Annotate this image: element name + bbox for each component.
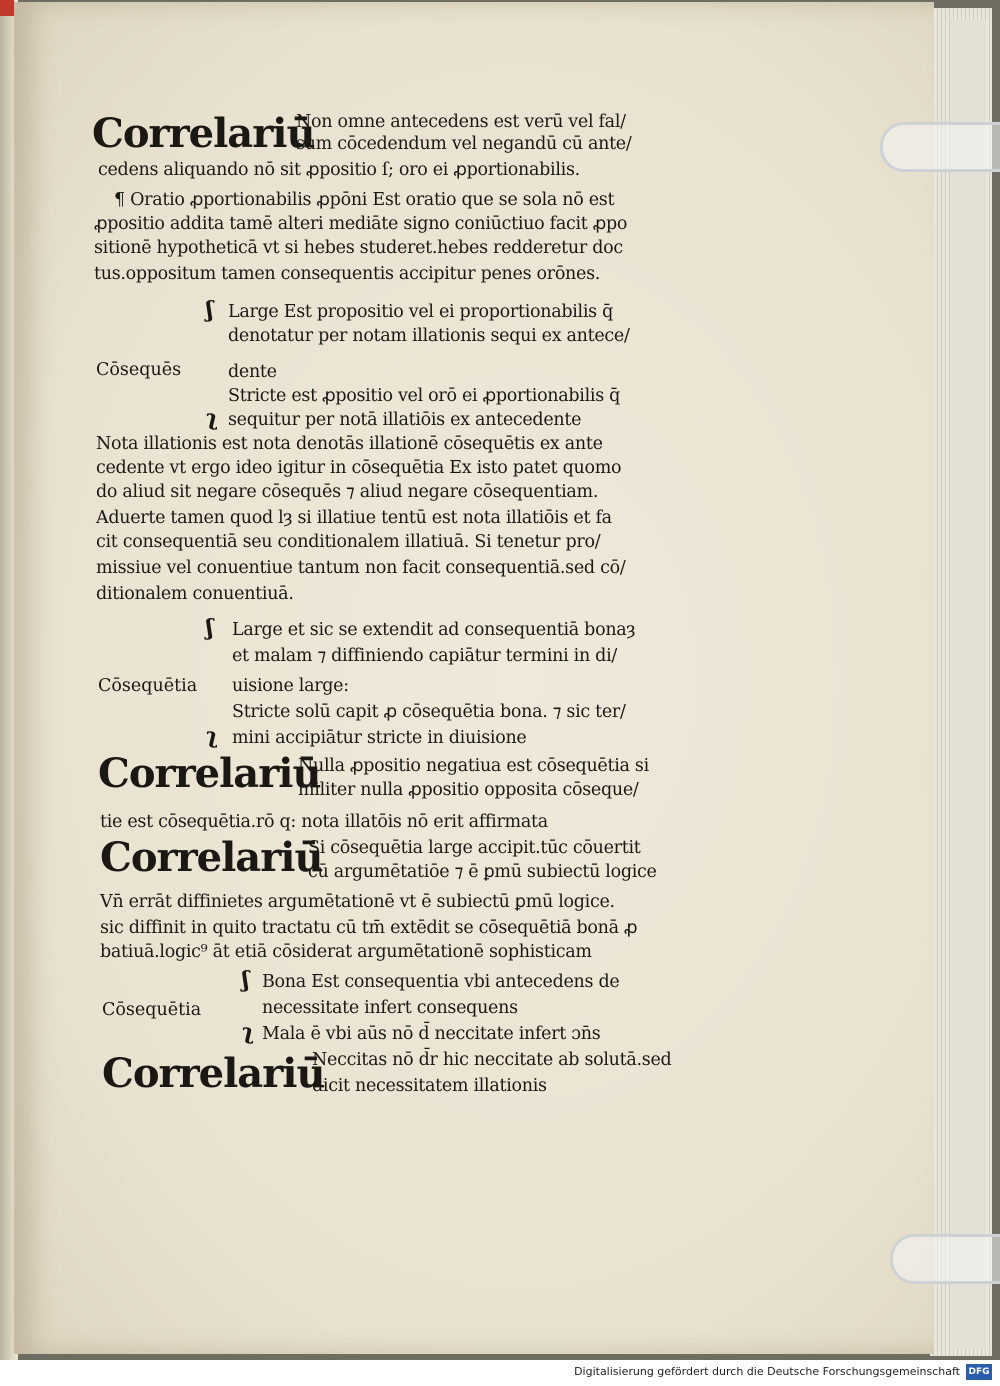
text-line: Nota illationis est nota denotās illationē cōsequētis ex ante (96, 434, 603, 454)
text-line: missiue vel conuentiue tantum non facit consequentiā.sed cō/ (96, 558, 626, 578)
text-line: do aliud sit negare cōsequēs ⁊ aliud negare cōsequentiam. (96, 482, 599, 502)
dfg-logo-icon: DFG (966, 1364, 992, 1380)
text-line: denotatur per notam illationis sequi ex antece/ (228, 326, 630, 346)
brace-mark: ʃ (206, 297, 214, 323)
text-line: Large et sic se extendit ad consequentiā bonaȝ (232, 620, 636, 640)
book-board (950, 20, 986, 1350)
text-line: dente (228, 362, 277, 382)
label-consequentia: Cōsequētia (98, 676, 198, 696)
text-line: batiuā.logic⁹ āt etiā cōsiderat argumētationē sophisticam (100, 942, 592, 962)
text-line: dicit necessitatem illationis (312, 1076, 547, 1096)
text-line: mini accipiātur stricte in diuisione (232, 728, 527, 748)
text-line: Si cōsequētia large accipit.tūc cōuertit (308, 838, 641, 858)
text-line: Large Est propositio vel ei proportionabilis q̄ (228, 302, 613, 322)
label-consequentia: Cōsequētia (102, 1000, 202, 1020)
page-clip-bottom (890, 1234, 1000, 1284)
text-line: ditionalem conuentiuā. (96, 584, 294, 604)
text-line: Non omne antecedens est verū vel fal/ (296, 112, 626, 132)
funding-notice: Digitalisierung gefördert durch die Deutsche Forschungsgemeinschaft (574, 1365, 960, 1378)
text-line: sitionē hypotheticā vt si hebes studeret.hebes redderetur doc (94, 238, 623, 258)
text-line: sum cōcedendum vel negandū cū ante/ (296, 134, 632, 154)
text-line: necessitate infert consequens (262, 998, 518, 1018)
text-line: cedens aliquando nō sit ꝓpositio ſ; oro ei ꝓportionabilis. (98, 160, 580, 180)
text-line: cedente vt ergo ideo igitur in cōsequētia Ex isto patet quomo (96, 458, 622, 478)
text-line: Neccitas nō d̄r hic neccitate ab solutā.sed (312, 1050, 672, 1070)
heading-correlarium: Correlariū (102, 1050, 325, 1097)
text-line: Mala ē vbi aūs nō d̄ neccitate infert ɔn̄s (262, 1024, 601, 1044)
label-consequens: Cōsequēs (96, 360, 182, 380)
text-line: Bona Est consequentia vbi antecedens de (262, 972, 620, 992)
page-clip-top (880, 122, 1000, 172)
text-line: Nulla ꝓpositio negatiua est cōsequētia si (298, 756, 649, 776)
text-line: cit consequentiā seu conditionalem illatiuā. Si tenetur pro/ (96, 532, 601, 552)
bookmark-ribbon (0, 0, 14, 16)
heading-correlarium: Correlariū (98, 750, 321, 797)
text-line: tus.oppositum tamen consequentis accipitur penes orōnes. (94, 264, 601, 284)
text-line: ¶ Oratio ꝓportionabilis ꝓpōni Est oratio que se sola nō est (114, 190, 615, 210)
text-line: et malam ⁊ diffiniendo capiātur termini in di/ (232, 646, 617, 666)
brace-mark: ʅ (242, 1019, 254, 1045)
text-line: cū argumētatiōe ⁊ ē ꝑmū subiectū logice (308, 862, 657, 882)
text-line: tie est cōsequētia.rō q: nota illatōis nō erit affirmata (100, 812, 548, 832)
brace-mark: ʃ (242, 967, 250, 993)
text-line: uisione large: (232, 676, 349, 696)
text-line: militer nulla ꝓpositio opposita cōseque/ (298, 780, 639, 800)
text-line: sic diffinit in quito tractatu cū tm̄ extēdit se cōsequētiā bonā ꝓ (100, 918, 638, 938)
text-line: ꝓpositio addita tamē alteri mediāte signo coniūctiuo facit ꝓpo (94, 214, 628, 234)
text-line: Aduerte tamen quod lȝ si illatiue tentū est nota illatiōis et fa (96, 508, 612, 528)
heading-correlarium: Correlariū (100, 834, 323, 881)
heading-correlarium: Correlariū (92, 110, 315, 157)
text-line: Stricte solū capit ꝓ cōsequētia bona. ⁊ sic ter/ (232, 702, 626, 722)
text-line: sequitur per notā illatiōis ex antecedente (228, 410, 582, 430)
brace-mark: ʅ (206, 405, 218, 431)
text-line: Vn̄ errāt diffinietes argumētationē vt ē subiectū ꝑmū logice. (100, 892, 615, 912)
text-line: Stricte est ꝓpositio vel orō ei ꝓportionabilis q̄ (228, 386, 621, 406)
brace-mark: ʅ (206, 723, 218, 749)
brace-mark: ʃ (206, 615, 214, 641)
footer-bar (0, 1360, 1000, 1386)
